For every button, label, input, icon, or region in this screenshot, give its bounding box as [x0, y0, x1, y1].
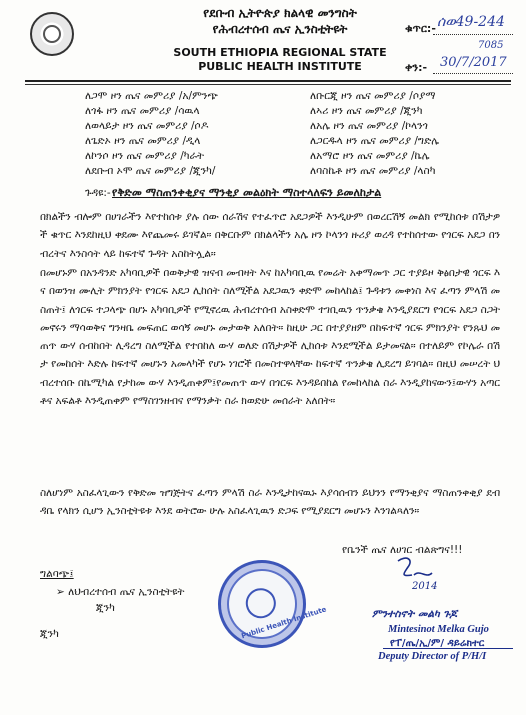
header-title-en-2: PUBLIC HEALTH INSTITUTE	[198, 60, 362, 73]
reference-label: ቁጥር:-	[405, 22, 436, 35]
date-label: ቀን:-	[405, 61, 428, 74]
signature-mark: 2014	[412, 581, 438, 591]
subject-label: ጉዳዩ:-	[85, 187, 111, 199]
addressee-item: ለባስኬቶ ዞን ጤና መምሪያ /ላስካ	[310, 165, 436, 177]
addressee-item: ለአማሮ ዞን ጤና መምሪያ /ኬሌ	[310, 150, 430, 162]
logo-inner-ring	[43, 25, 61, 43]
cc-recipient-location: ጂንካ	[96, 602, 115, 614]
signatory-title-en: Deputy Director of P/H/I	[378, 651, 487, 662]
institute-logo-icon	[30, 12, 74, 56]
official-stamp-icon	[210, 552, 328, 656]
addressee-item: ለደቡብ ኦሞ ጤና መምሪያ /ጂንካ/	[85, 165, 216, 177]
cc-recipient: ➢ ለህብረተሰብ ጤና ኢንስቲትዩት	[56, 586, 185, 598]
body-paragraph-3: ስለሆነም አስፈላጊውን የቅድመ ዝግጅትና ፈጣን ምላሽ ስራ እንዲታከናዉኑ እያሳሰብን ይህንን የማንቂያና ማስጠንቀቂያ ደብዳቤ የላክን ሲሆን ኢንስቲትዩቱ እንደ ወትሮው ሁሉ አስፈላጊዉን ድጋፍ የሚያደርግ መሆኑን እንገልጻለን።	[40, 487, 500, 518]
header-divider	[25, 80, 511, 82]
signature-underline	[383, 648, 513, 649]
addressee-item: ለወላይታ ዞን ጤና መምሪያ /ሶዶ	[85, 120, 209, 132]
addressee-item: ለአሌ ዞን ጤና መምሪያ /ኮላንጎ	[310, 120, 428, 132]
date-value: 30/7/2017	[440, 55, 507, 70]
reference-line	[433, 34, 513, 35]
header-title-am-2: የሕብረተሰብ ጤና ኢንስቲትዩት	[212, 22, 348, 36]
addressee-item: ለኣሪ ዞን ጤና መምሪያ /ጂንካ	[310, 105, 423, 117]
header-title-am-1: የደቡብ ኢትዮጵያ ክልላዊ መንግስት	[203, 6, 357, 20]
closing-slogan: የቤንች ጤና ለሀገር ብልጽግና!!!	[342, 544, 463, 556]
signatory-name-en: Mintesinot Melka Gujo	[388, 624, 489, 635]
header-title-en-1: SOUTH ETHIOPIA REGIONAL STATE	[173, 46, 387, 59]
body-paragraph-2: በመሆኑም በአንዳንድ አካባቢዎች በወቅታዊ ዝናብ መብዛት እና ከአካባቢዉ የመሬት አቀማመጥ ጋር ተያይዞ ቅፅበታዊ ጎርፍ እና በወንዝ ሙሊት ምክንያት የጎርፍ አደጋ ሊከሰት ስለሚችል አደጋዉን ቀድሞ መከላከል፤ ጉዳቱን መቀነስ እና ፈጣን ምላሽ መስጠት፤ ለጎርፍ ተጋላጭ በሆኑ አካባቢዎች የሚኖረዉ ሕብረተሰብ አስቀድሞ ተገቢዉን ጥንቃቄ እንዲያደርግ የጎርፍ አደጋ ስጋት መኖሩን ማሳወቅና ግንዛቤ መፍጠር ወሳኝ መሆኑ መታወቅ አለበት። ከዚሁ ጋር በተያያዘም በከፍተኛ ጎርፍ ምክንያት የንጹህ መጠጥ ውሃ ሰብከበት ሊዳረግ ስለሚችል የተበከለ ውሃ ወለድ በሽታዎች ሊከሰቱ እንደሚችል ይታመናል። በተለይም የኮሌራ በሽታ የመከሰት እድሉ ከፍተኛ መሆኑን አመላካች የሆኑ ነገሮች በመስተዋላቸው ከፍተኛ ጥንቃቄ ሊደረግ ይገባል። በዚህ መሠረት ህብረተሰቡ በኬሚካል የታከመ ውሃ እንዲጠቀም፤የመጠጥ ውሃ በጎርፍ እንዳይበከል የመከላከል ስራ እንዲያከናውን፤ውሃን አጣርቶና አፍልቶ እንዲጠቀም የማስገንዘብና የማንቃት ስራ ክወድሁ መሰራት አለበት።	[40, 267, 500, 408]
addressee-item: ለጎፋ ዞን ጤና መምሪያ /ሳዉላ	[85, 105, 200, 117]
subject-text: የቅድመ ማስጠንቀቂያና ማንቂያ መልዕክት ማስተላለፍን ይመለከታል	[112, 186, 382, 199]
body-paragraph-1: በክልችን ብሎም በሀገራችን እየተከሰቱ ያሉ ሰው ሰራሽና የተፈጥሮ አደጋዎች እንዲሁም በወረርሽኝ መልክ የሚከሰቱ በሽታዎች ቁጥር እንደከዚህ ቀደሙ እየጨመሩ ይገኛል። በቅርቡም በክልላችን አሌ ዞን ኮላንጎ ዙሪያ ወረዳ የተከሰተው የጎርፍ አደጋ በንብረትና እንስሳት ላይ ከፍተኛ ጉዳት አስከትሏል።	[40, 211, 500, 260]
stamp-emblem	[243, 585, 279, 621]
addressee-item: ለጋሞ ዞን ጤና መምሪያ /አ/ምንጭ	[85, 90, 218, 102]
header-divider-thin	[25, 84, 511, 85]
addressee-item: ለጌድኦ ዞን ጤና መምሪያ /ዲላ	[85, 135, 201, 147]
cc-label: ግልባጭ፤	[40, 568, 74, 580]
date-line	[433, 73, 513, 74]
addressee-item: ለኮንሶ ዞን ጤና መምሪያ /ካራት	[85, 150, 205, 162]
addressee-item: ለጋርዱላ ዞን ጤና መምሪያ /ግድሌ	[310, 135, 440, 147]
reference-sub-number: 7085	[478, 40, 504, 51]
stamp-text: Public Health Institute	[240, 605, 328, 641]
handwritten-signature-icon	[392, 553, 452, 591]
reference-number: ሰወ49-244	[437, 14, 505, 30]
footnote-location: ጂንካ	[40, 628, 59, 640]
signatory-title-am: የፐ/ጤ/ኢ/ም/ ዳይሬክተር	[390, 638, 485, 649]
addressee-item: ለቡርጂ ዞን ጤና መምሪያ /ሶያማ	[310, 90, 436, 102]
signatory-name-am: ምንተስኖት መልካ ጉጆ	[372, 608, 457, 620]
